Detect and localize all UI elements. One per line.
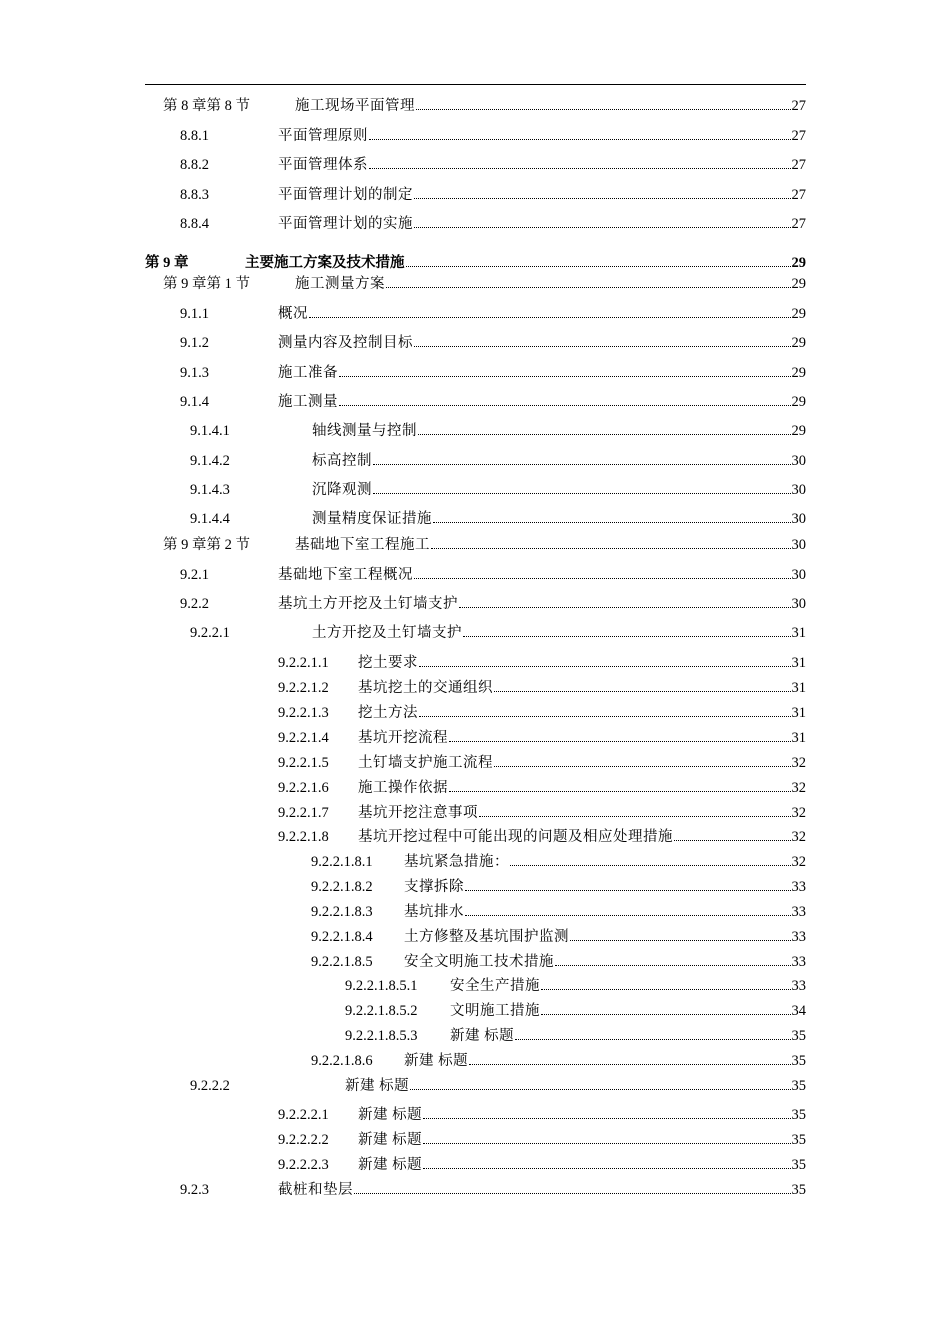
- dot-leader: [465, 915, 791, 916]
- dot-leader: [431, 548, 791, 549]
- toc-entry-page-number: 31: [791, 730, 806, 746]
- toc-entry-page-number: 27: [791, 98, 806, 114]
- toc-entry[interactable]: [0, 777, 950, 799]
- toc-entry-number: 第 9 章: [145, 255, 189, 271]
- toc-entry[interactable]: [0, 752, 950, 774]
- toc-entry[interactable]: [0, 252, 950, 274]
- toc-entry-title-line: [245, 252, 806, 274]
- toc-entry-number: 9.2.2.1.8.5.1: [345, 978, 418, 994]
- toc-entry[interactable]: [0, 534, 950, 556]
- toc-entry[interactable]: [0, 95, 950, 117]
- toc-entry-title-line: [312, 450, 806, 472]
- dot-leader: [419, 716, 791, 717]
- dot-leader: [414, 227, 791, 228]
- dot-leader: [418, 434, 791, 435]
- toc-entry-page-number: 27: [791, 128, 806, 144]
- dot-leader: [515, 1039, 790, 1040]
- toc-entry[interactable]: [0, 508, 950, 530]
- toc-entry-page-number: 29: [791, 394, 806, 410]
- toc-entry-title: 基坑挖土的交通组织: [358, 680, 493, 696]
- toc-entry-number: 9.2.3: [180, 1182, 209, 1198]
- toc-entry-title-line: [312, 420, 806, 442]
- toc-entry-title: 土方修整及基坑围护监测: [404, 929, 569, 945]
- toc-entry-title-line: [278, 303, 806, 325]
- toc-entry-title-line: [358, 677, 806, 699]
- dot-leader: [414, 578, 791, 579]
- toc-entry[interactable]: [0, 1104, 950, 1126]
- toc-entry[interactable]: [0, 154, 950, 176]
- toc-entry-page-number: 30: [791, 482, 806, 498]
- toc-entry-number: 8.8.3: [180, 187, 209, 203]
- toc-entry-title: 概况: [278, 306, 308, 322]
- toc-entry-number: 9.1.4.1: [190, 423, 230, 439]
- toc-entry-title: 基坑紧急措施：: [404, 854, 509, 870]
- toc-entry-title-line: [358, 1104, 806, 1126]
- toc-entry-page-number: 35: [791, 1078, 806, 1094]
- header-rule: [145, 84, 806, 85]
- toc-entry-title-line: [278, 332, 806, 354]
- toc-entry-number: 9.2.2.1.8.2: [311, 879, 373, 895]
- toc-entry-number: 9.2.2.1.7: [278, 805, 329, 821]
- toc-entry-number: 9.2.2.1.8: [278, 829, 329, 845]
- toc-entry[interactable]: [0, 1000, 950, 1022]
- toc-entry-page-number: 32: [791, 780, 806, 796]
- toc-entry-title-line: [278, 213, 806, 235]
- dot-leader: [339, 405, 791, 406]
- toc-entry-title: 新建 标题: [450, 1028, 515, 1044]
- dot-leader: [423, 1118, 790, 1119]
- toc-entry-page-number: 32: [791, 755, 806, 771]
- toc-entry-title: 新建 标题: [358, 1107, 423, 1123]
- toc-entry-title: 挖土方法: [358, 705, 418, 721]
- toc-entry[interactable]: [0, 332, 950, 354]
- toc-entry-title: 平面管理体系: [278, 157, 368, 173]
- dot-leader: [369, 168, 791, 169]
- toc-entry-page-number: 30: [791, 596, 806, 612]
- toc-entry-title: 平面管理计划的制定: [278, 187, 413, 203]
- toc-entry-title: 标高控制: [312, 453, 372, 469]
- toc-entry-number: 8.8.4: [180, 216, 209, 232]
- toc-entry-page-number: 31: [791, 680, 806, 696]
- toc-entry-number: 9.2.2.1.8.5.2: [345, 1003, 418, 1019]
- dot-leader: [449, 791, 791, 792]
- toc-entry-title: 土钉墙支护施工流程: [358, 755, 493, 771]
- toc-entry-title-line: [312, 508, 806, 530]
- toc-entry-page-number: 32: [791, 805, 806, 821]
- toc-entry-title: 沉降观测: [312, 482, 372, 498]
- toc-entry-number: 第 9 章第 2 节: [163, 537, 250, 553]
- dot-leader: [555, 965, 791, 966]
- dot-leader: [479, 816, 791, 817]
- dot-leader: [414, 198, 791, 199]
- dot-leader: [459, 607, 791, 608]
- toc-entry-title-line: [278, 593, 806, 615]
- toc-entry-page-number: 35: [791, 1132, 806, 1148]
- toc-entry-number: 9.2.2.2.1: [278, 1107, 329, 1123]
- toc-entry-number: 第 9 章第 1 节: [163, 276, 250, 292]
- toc-entry-number: 9.2.2.2.2: [278, 1132, 329, 1148]
- dot-leader: [494, 766, 791, 767]
- dot-leader: [510, 865, 791, 866]
- toc-entry-number: 9.2.2.1.1: [278, 655, 329, 671]
- toc-entry-page-number: 31: [791, 625, 806, 641]
- toc-entry[interactable]: [0, 802, 950, 824]
- toc-entry-number: 9.1.4.4: [190, 511, 230, 527]
- toc-entry-title-line: [404, 851, 806, 873]
- toc-entry[interactable]: [0, 362, 950, 384]
- toc-entry-title: 基坑开挖流程: [358, 730, 448, 746]
- toc-entry-title: 支撑拆除: [404, 879, 464, 895]
- toc-entry-title-line: [358, 826, 806, 848]
- dot-leader: [410, 1089, 790, 1090]
- toc-entry-title: 新建 标题: [345, 1078, 410, 1094]
- toc-entry-title: 土方开挖及土钉墙支护: [312, 625, 462, 641]
- toc-entry-number: 9.2.2.1: [190, 625, 230, 641]
- toc-entry-title-line: [295, 95, 806, 117]
- dot-leader: [469, 1064, 790, 1065]
- toc-entry-title-line: [278, 391, 806, 413]
- toc-entry-number: 9.2.2.2.3: [278, 1157, 329, 1173]
- toc-entry[interactable]: [0, 1129, 950, 1151]
- toc-entry-number: 9.1.4: [180, 394, 209, 410]
- toc-entry-title: 基坑开挖过程中可能出现的问题及相应处理措施: [358, 829, 673, 845]
- dot-leader: [423, 1168, 790, 1169]
- toc-entry-title: 新建 标题: [404, 1053, 469, 1069]
- toc-entry-number: 9.2.2.1.2: [278, 680, 329, 696]
- dot-leader: [369, 139, 791, 140]
- toc-entry-title: 新建 标题: [358, 1132, 423, 1148]
- toc-entry-page-number: 32: [791, 854, 806, 870]
- toc-entry-page-number: 33: [791, 929, 806, 945]
- toc-entry-page-number: 34: [791, 1003, 806, 1019]
- toc-entry[interactable]: [0, 479, 950, 501]
- toc-entry-title: 基坑开挖注意事项: [358, 805, 478, 821]
- toc-entry[interactable]: [0, 420, 950, 442]
- toc-entry-page-number: 27: [791, 216, 806, 232]
- toc-entry-page-number: 35: [791, 1107, 806, 1123]
- toc-entry[interactable]: [0, 975, 950, 997]
- toc-entry-title-line: [278, 184, 806, 206]
- toc-entry-page-number: 31: [791, 705, 806, 721]
- toc-entry[interactable]: [0, 1050, 950, 1072]
- toc-entry-number: 9.2.2.1.8.5: [311, 954, 373, 970]
- toc-entry-title-line: [404, 951, 806, 973]
- toc-entry-title-line: [450, 975, 806, 997]
- toc-entry[interactable]: [0, 951, 950, 973]
- toc-entry-title-line: [358, 777, 806, 799]
- dot-leader: [449, 741, 791, 742]
- toc-entry[interactable]: [0, 652, 950, 674]
- toc-entry-title: 主要施工方案及技术措施: [245, 255, 405, 271]
- toc-entry-number: 9.1.1: [180, 306, 209, 322]
- toc-entry-number: 9.2.2.1.8.6: [311, 1053, 373, 1069]
- toc-entry-title: 平面管理原则: [278, 128, 368, 144]
- toc-entry[interactable]: [0, 213, 950, 235]
- toc-entry-page-number: 33: [791, 978, 806, 994]
- toc-entry-page-number: 30: [791, 567, 806, 583]
- toc-entry-title-line: [358, 1154, 806, 1176]
- toc-entry-title-line: [278, 564, 806, 586]
- dot-leader: [309, 317, 791, 318]
- toc-entry[interactable]: [0, 851, 950, 873]
- toc-entry[interactable]: [0, 1025, 950, 1047]
- toc-entry[interactable]: [0, 727, 950, 749]
- toc-entry-number: 9.2.1: [180, 567, 209, 583]
- toc-entry-title: 平面管理计划的实施: [278, 216, 413, 232]
- toc-entry[interactable]: [0, 125, 950, 147]
- toc-entry[interactable]: [0, 303, 950, 325]
- dot-leader: [541, 1014, 791, 1015]
- toc-entry-title-line: [358, 752, 806, 774]
- toc-entry-title-line: [358, 652, 806, 674]
- toc-entry-number: 8.8.1: [180, 128, 209, 144]
- toc-entry[interactable]: [0, 1154, 950, 1176]
- dot-leader: [463, 636, 791, 637]
- toc-entry-title: 施工现场平面管理: [295, 98, 415, 114]
- toc-entry-title-line: [278, 154, 806, 176]
- dot-leader: [419, 666, 791, 667]
- toc-entry-number: 9.1.4.3: [190, 482, 230, 498]
- toc-entry-title-line: [295, 534, 806, 556]
- toc-entry-page-number: 33: [791, 904, 806, 920]
- toc-entry-number: 9.2.2: [180, 596, 209, 612]
- toc-entry-number: 9.2.2.1.5: [278, 755, 329, 771]
- toc-entry-title: 测量精度保证措施: [312, 511, 432, 527]
- toc-entry-page-number: 29: [791, 335, 806, 351]
- toc-entry-number: 第 8 章第 8 节: [163, 98, 250, 114]
- toc-entry[interactable]: [0, 677, 950, 699]
- toc-entry[interactable]: [0, 450, 950, 472]
- toc-entry-title-line: [295, 273, 806, 295]
- toc-entry-title-line: [358, 1129, 806, 1151]
- dot-leader: [373, 493, 791, 494]
- toc-entry-title: 安全文明施工技术措施: [404, 954, 554, 970]
- toc-entry-title-line: [278, 125, 806, 147]
- toc-entry-number: 9.2.2.1.3: [278, 705, 329, 721]
- toc-entry-page-number: 29: [791, 423, 806, 439]
- dot-leader: [373, 464, 791, 465]
- toc-entry-title: 轴线测量与控制: [312, 423, 417, 439]
- toc-entry-number: 9.2.2.1.4: [278, 730, 329, 746]
- toc-entry-page-number: 29: [791, 276, 806, 292]
- toc-entry[interactable]: [0, 876, 950, 898]
- toc-entry-title-line: [450, 1000, 806, 1022]
- toc-entry-number: 9.2.2.1.8.1: [311, 854, 373, 870]
- toc-entry[interactable]: [0, 926, 950, 948]
- toc-entry-title: 挖土要求: [358, 655, 418, 671]
- toc-entry-page-number: 30: [791, 453, 806, 469]
- dot-leader: [414, 346, 791, 347]
- toc-entry-title: 截桩和垫层: [278, 1182, 353, 1198]
- toc-entry-title-line: [450, 1025, 806, 1047]
- toc-entry[interactable]: [0, 593, 950, 615]
- dot-leader: [674, 840, 791, 841]
- toc-entry-title-line: [358, 802, 806, 824]
- toc-entry-number: 9.2.2.1.8.3: [311, 904, 373, 920]
- toc-entry-number: 9.1.4.2: [190, 453, 230, 469]
- toc-entry[interactable]: [0, 702, 950, 724]
- toc-entry-page-number: 30: [791, 511, 806, 527]
- toc-entry-page-number: 33: [791, 954, 806, 970]
- dot-leader: [494, 691, 791, 692]
- toc-entry-title: 基坑排水: [404, 904, 464, 920]
- toc-entry-page-number: 29: [791, 365, 806, 381]
- toc-entry[interactable]: [0, 564, 950, 586]
- toc-entry[interactable]: [0, 901, 950, 923]
- toc-entry-title-line: [278, 1179, 806, 1201]
- toc-entry-number: 9.2.2.1.8.4: [311, 929, 373, 945]
- toc-entry[interactable]: [0, 622, 950, 644]
- toc-entry-title: 施工准备: [278, 365, 338, 381]
- toc-entry-title-line: [358, 702, 806, 724]
- toc-entry[interactable]: [0, 184, 950, 206]
- toc-entry-title-line: [278, 362, 806, 384]
- toc-entry-number: 9.1.3: [180, 365, 209, 381]
- toc-entry-page-number: 32: [791, 829, 806, 845]
- toc-entry-title: 基础地下室工程概况: [278, 567, 413, 583]
- toc-entry-title-line: [404, 901, 806, 923]
- dot-leader: [406, 266, 791, 267]
- toc-entry-number: 9.2.2.1.6: [278, 780, 329, 796]
- dot-leader: [386, 287, 791, 288]
- toc-entry-title-line: [312, 622, 806, 644]
- toc-entry-number: 8.8.2: [180, 157, 209, 173]
- toc-entry-number: 9.2.2.1.8.5.3: [345, 1028, 418, 1044]
- toc-entry[interactable]: [0, 1075, 950, 1097]
- dot-leader: [416, 109, 791, 110]
- toc-entry-title: 测量内容及控制目标: [278, 335, 413, 351]
- toc-entry-page-number: 35: [791, 1028, 806, 1044]
- dot-leader: [570, 940, 791, 941]
- toc-entry-title-line: [312, 479, 806, 501]
- toc-entry-page-number: 29: [791, 306, 806, 322]
- toc-entry-title: 施工测量: [278, 394, 338, 410]
- toc-entry-number: 9.1.2: [180, 335, 209, 351]
- dot-leader: [541, 989, 791, 990]
- toc-entry-title-line: [404, 1050, 806, 1072]
- toc-entry[interactable]: [0, 1179, 950, 1201]
- toc-entry-title-line: [404, 876, 806, 898]
- toc-entry-page-number: 30: [791, 537, 806, 553]
- toc-entry[interactable]: [0, 826, 950, 848]
- toc-entry-title: 文明施工措施: [450, 1003, 540, 1019]
- toc-entry-page-number: 33: [791, 879, 806, 895]
- dot-leader: [339, 376, 791, 377]
- toc-entry-page-number: 27: [791, 187, 806, 203]
- dot-leader: [423, 1143, 790, 1144]
- toc-entry-page-number: 27: [791, 157, 806, 173]
- toc-entry-page-number: 29: [791, 255, 806, 271]
- toc-entry-page-number: 35: [791, 1053, 806, 1069]
- toc-entry-page-number: 31: [791, 655, 806, 671]
- toc-entry-page-number: 35: [791, 1182, 806, 1198]
- toc-entry-title-line: [404, 926, 806, 948]
- dot-leader: [465, 890, 791, 891]
- toc-entry[interactable]: [0, 391, 950, 413]
- toc-entry-title-line: [345, 1075, 806, 1097]
- toc-entry[interactable]: [0, 273, 950, 295]
- toc-entry-title: 基础地下室工程施工: [295, 537, 430, 553]
- toc-entry-title: 安全生产措施: [450, 978, 540, 994]
- toc-entry-title: 施工测量方案: [295, 276, 385, 292]
- dot-leader: [354, 1193, 791, 1194]
- toc-entry-title-line: [358, 727, 806, 749]
- dot-leader: [433, 522, 791, 523]
- toc-entry-page-number: 35: [791, 1157, 806, 1173]
- toc-entry-number: 9.2.2.2: [190, 1078, 230, 1094]
- toc-entry-title: 新建 标题: [358, 1157, 423, 1173]
- toc-entry-title: 施工操作依据: [358, 780, 448, 796]
- toc-entry-title: 基坑土方开挖及土钉墙支护: [278, 596, 458, 612]
